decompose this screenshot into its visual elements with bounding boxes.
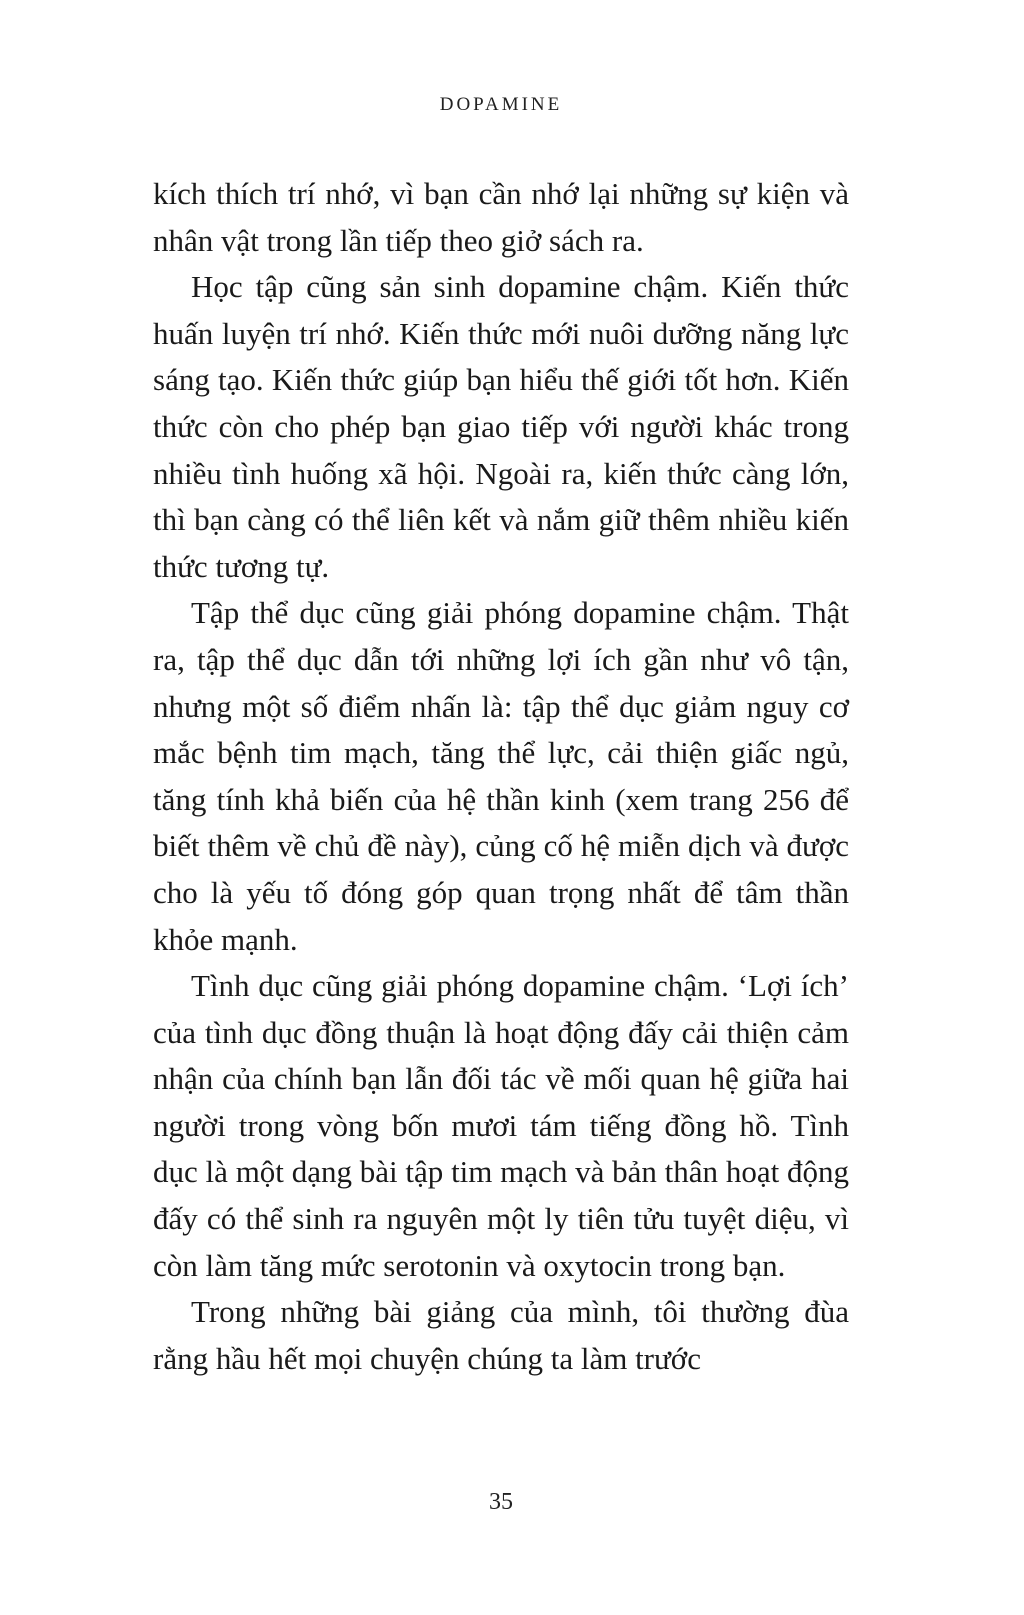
paragraph-learning: Học tập cũng sản sinh dopamine chậm. Kiến thức huấn luyện trí nhớ. Kiến thức mới nuôi dưỡng năng lực sáng tạo. Kiến thức giúp bạn hiểu thế giới tốt hơn. Kiến thức còn cho phép bạn giao tiếp với người khác trong nhiều tình huống xã hội. Ngoài ra, kiến thức càng lớn, thì bạn càng có thể liên kết và nắm giữ thêm nhiều kiến thức tương tự.: [153, 269, 849, 584]
paragraph-continuation: kích thích trí nhớ, vì bạn cần nhớ lại những sự kiện và nhân vật trong lần tiếp theo giở sách ra.: [153, 176, 849, 258]
running-head-title: DOPAMINE: [439, 94, 563, 115]
body-text: [153, 171, 849, 1382]
paragraph-exercise: Tập thể dục cũng giải phóng dopamine chậm. Thật ra, tập thể dục dẫn tới những lợi ích gần như vô tận, nhưng một số điểm nhấn là: tập thể dục giảm nguy cơ mắc bệnh tim mạch, tăng thể lực, cải thiện giấc ngủ, tăng tính khả biến của hệ thần kinh (xem trang 256 để biết thêm về chủ đề này), củng cố hệ miễn dịch và được cho là yếu tố đóng góp quan trọng nhất để tâm thần khỏe mạnh.: [153, 595, 849, 957]
paragraph-sex: Tình dục cũng giải phóng dopamine chậm. ‘Lợi ích’ của tình dục đồng thuận là hoạt động đấy cải thiện cảm nhận của chính bạn lẫn đối tác về mối quan hệ giữa hai người trong vòng bốn mươi tám tiếng đồng hồ. Tình dục là một dạng bài tập tim mạch và bản thân hoạt động đấy có thể sinh ra nguyên một ly tiên tửu tuyệt diệu, vì còn làm tăng mức serotonin và oxytocin trong bạn.: [153, 968, 849, 1283]
page-number: 35: [489, 1489, 513, 1515]
paragraph-lectures: Trong những bài giảng của mình, tôi thường đùa rằng hầu hết mọi chuyện chúng ta làm trước: [153, 1294, 849, 1376]
